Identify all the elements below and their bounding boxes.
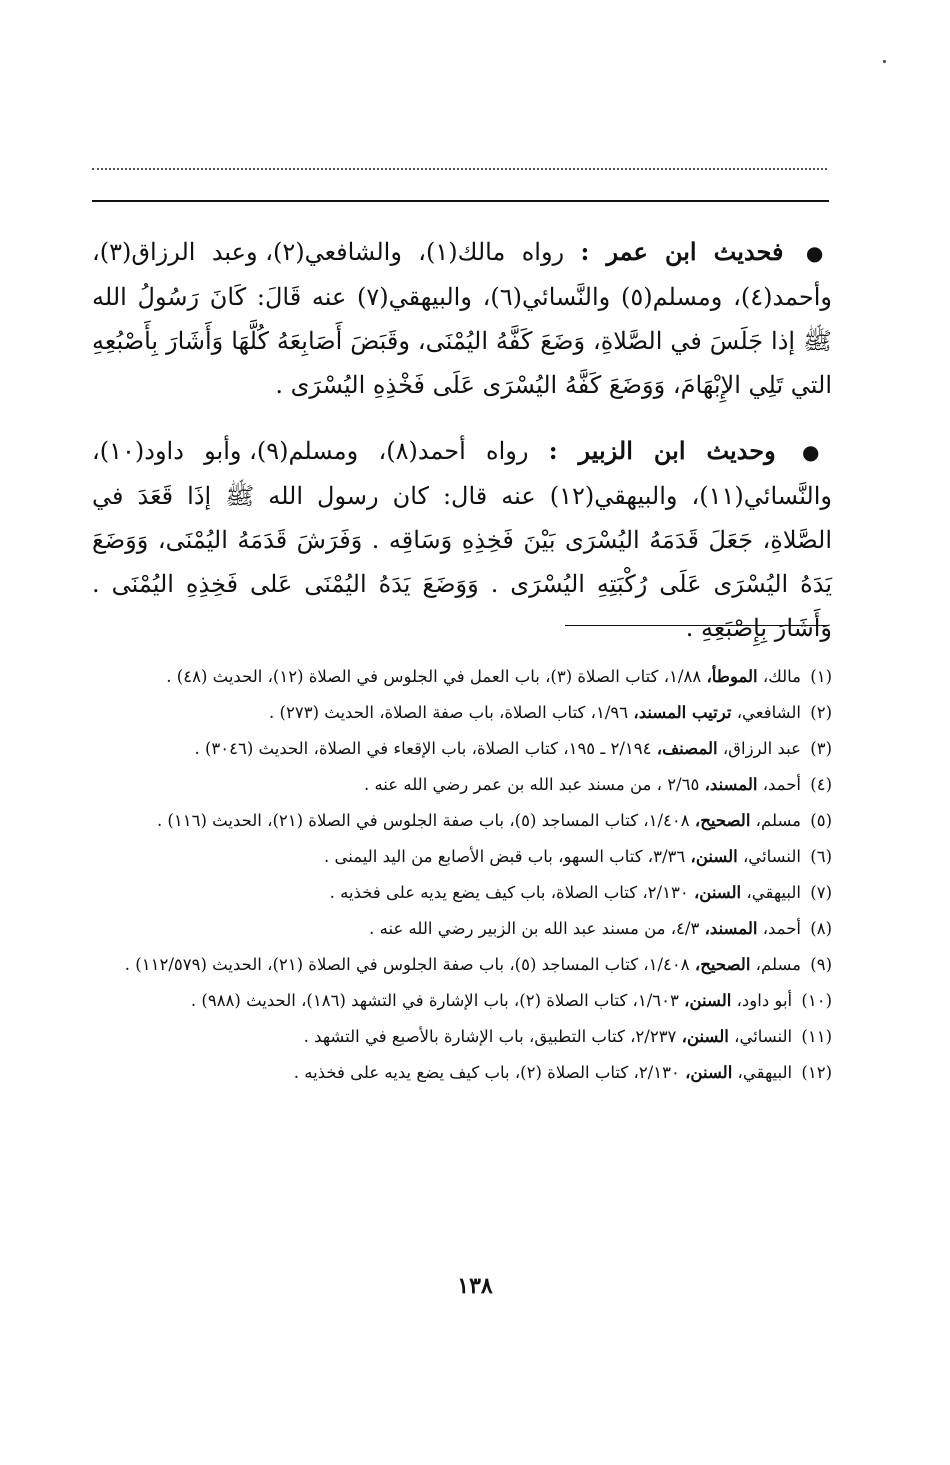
footnote-reference: ١/٩٦، كتاب الصلاة، باب صفة الصلاة، الحديث (٢٧٣) . bbox=[269, 703, 629, 722]
footnote-source: المصنف، bbox=[656, 739, 718, 758]
footnote bbox=[92, 804, 832, 838]
footnote-source: السنن، bbox=[681, 1027, 729, 1046]
footnote-source: السنن، bbox=[685, 1063, 733, 1082]
footnote-author: مسلم، bbox=[755, 811, 801, 830]
footnote-number: (١٢) bbox=[801, 1063, 832, 1082]
footnote-author: البيهقي، bbox=[737, 1063, 793, 1082]
top-rule bbox=[92, 200, 829, 202]
footnote-number: (٧) bbox=[810, 883, 832, 902]
footnote-reference: ٣/٣٦، كتاب السهو، باب قبض الأصابع من اليد اليمنى . bbox=[324, 847, 686, 866]
dotted-separator bbox=[92, 158, 827, 170]
footnote-number: (٦) bbox=[810, 847, 832, 866]
footnote-reference: ٢/١٩٤ ـ ١٩٥، كتاب الصلاة، باب الإقعاء في الصلاة، الحديث (٣٠٤٦) . bbox=[194, 739, 652, 758]
paragraph-text: رواه مالك(١)، والشافعي(٢)، وعبد الرزاق(٣)، وأحمد(٤)، ومسلم(٥) والنَّسائي(٦)، والبيهقي(٧) عنه قَالَ: كَانَ رَسُولُ الله ﷺ إذا جَلَسَ في الصَّلاةِ، وَضَعَ كَفَّهُ اليُمْنَى، وقَبَضَ أَصَابِعَهُ كُلَّهَا وَأَشَارَ بِأَصْبُعِهِ التي تَلِي الإِبْهَامَ، وَوَضَعَ كَفَّهُ اليُسْرَى عَلَى فَخْذِهِ اليُسْرَى . bbox=[92, 238, 833, 399]
paragraph-ibn-zubayr bbox=[92, 429, 832, 650]
footnote-source: ترتيب المسند، bbox=[633, 703, 732, 722]
footnote-author: النسائي، bbox=[734, 1027, 793, 1046]
footnote-author: الشافعي، bbox=[736, 703, 801, 722]
footnote-number: (٢) bbox=[810, 703, 832, 722]
stray-dot bbox=[883, 60, 886, 63]
footnote-reference: ١/٤٠٨، كتاب المساجد (٥)، باب صفة الجلوس في الصلاة (٢١)، الحديث (١١٢/٥٧٩) . bbox=[124, 955, 690, 974]
footnotes bbox=[92, 660, 832, 1092]
footnote-number: (٩) bbox=[810, 955, 832, 974]
footnote-author: مسلم، bbox=[755, 955, 801, 974]
footnote-number: (١٠) bbox=[801, 991, 832, 1010]
footnote-author: النسائي، bbox=[742, 847, 801, 866]
footnote-reference: ١/٦٠٣، كتاب الصلاة (٢)، باب الإشارة في التشهد (١٨٦)، الحديث (٩٨٨) . bbox=[190, 991, 679, 1010]
footnote bbox=[92, 840, 832, 874]
footnote-source: الصحيح، bbox=[694, 811, 751, 830]
footnote-author: أحمد، bbox=[762, 775, 801, 794]
footnote-reference: ٢/٦٥ ، من مسند عبد الله بن عمر رضي الله عنه . bbox=[363, 775, 700, 794]
footnote bbox=[92, 660, 832, 694]
footnote-separator bbox=[565, 625, 827, 626]
footnote-reference: ١/٨٨، كتاب الصلاة (٣)، باب العمل في الجلوس في الصلاة (١٢)، الحديث (٤٨) . bbox=[166, 667, 702, 686]
footnote-reference: ١/٤٠٨، كتاب المساجد (٥)، باب صفة الجلوس في الصلاة (٢١)، الحديث (١١٦) . bbox=[156, 811, 690, 830]
footnote-reference: ٢/١٣٠، كتاب الصلاة، باب كيف يضع يديه على فخذيه . bbox=[329, 883, 689, 902]
footnote-source: الموطأ، bbox=[706, 667, 758, 686]
footnote bbox=[92, 696, 832, 730]
footnote bbox=[92, 1020, 832, 1054]
footnote-reference: ٢/٢٣٧، كتاب التطبيق، باب الإشارة بالأصبع في التشهد . bbox=[303, 1027, 677, 1046]
footnote-number: (١) bbox=[810, 667, 832, 686]
footnote bbox=[92, 1056, 832, 1090]
footnote bbox=[92, 768, 832, 802]
footnote bbox=[92, 732, 832, 766]
footnote-reference: ٤/٣، من مسند عبد الله بن الزبير رضي الله عنه . bbox=[369, 919, 700, 938]
paragraph-text: رواه أحمد(٨)، ومسلم(٩)، وأبو داود(١٠)، والنَّسائي(١١)، والبيهقي(١٢) عنه قال: كان رسول الله ﷺ إذَا قَعَدَ في الصَّلاةِ، جَعَلَ قَدَمَهُ اليُسْرَى بَيْنَ فَخِذِهِ وَسَاقِه . وَفَرَشَ قَدَمَهُ اليُمْنَى، وَوَضَعَ يَدَهُ اليُسْرَى عَلَى رُكْبَتِهِ اليُسْرَى . وَوَضَعَ يَدَهُ اليُمْنَى عَلى فَخِذِهِ اليُمْنَى . وَأَشَارَ بِإِصْبَعِهِ . bbox=[92, 437, 833, 642]
paragraph-lead: وحديث ابن الزبير : bbox=[548, 436, 776, 465]
main-text bbox=[92, 230, 832, 672]
footnote bbox=[92, 948, 832, 982]
footnote-source: المسند، bbox=[704, 919, 758, 938]
footnote-source: السنن، bbox=[693, 883, 742, 902]
footnote-author: مالك، bbox=[762, 667, 801, 686]
bullet-icon: ● bbox=[805, 241, 833, 265]
paragraph-lead: فحديث ابن عمر : bbox=[580, 237, 784, 266]
footnote bbox=[92, 912, 832, 946]
footnote-number: (١١) bbox=[801, 1027, 832, 1046]
footnote-source: المسند، bbox=[704, 775, 758, 794]
footnote-author: عبد الرزاق، bbox=[722, 739, 801, 758]
footnote-source: الصحيح، bbox=[694, 955, 751, 974]
footnote-number: (٣) bbox=[810, 739, 832, 758]
footnote-number: (٨) bbox=[810, 919, 832, 938]
footnote-author: البيهقي، bbox=[746, 883, 801, 902]
footnote-reference: ٢/١٣٠، كتاب الصلاة (٢)، باب كيف يضع يديه على فخذيه . bbox=[293, 1063, 680, 1082]
footnote bbox=[92, 876, 832, 910]
footnote-author: أحمد، bbox=[762, 919, 801, 938]
footnote-source: السنن، bbox=[690, 847, 738, 866]
footnote-author: أبو داود، bbox=[736, 991, 793, 1010]
bullet-icon: ● bbox=[801, 440, 833, 464]
footnote bbox=[92, 984, 832, 1018]
footnote-number: (٥) bbox=[810, 811, 832, 830]
footnote-number: (٤) bbox=[810, 775, 832, 794]
page-number: ١٣٨ bbox=[457, 1273, 493, 1299]
footnote-source: السنن، bbox=[684, 991, 732, 1010]
paragraph-ibn-umar bbox=[92, 230, 832, 407]
